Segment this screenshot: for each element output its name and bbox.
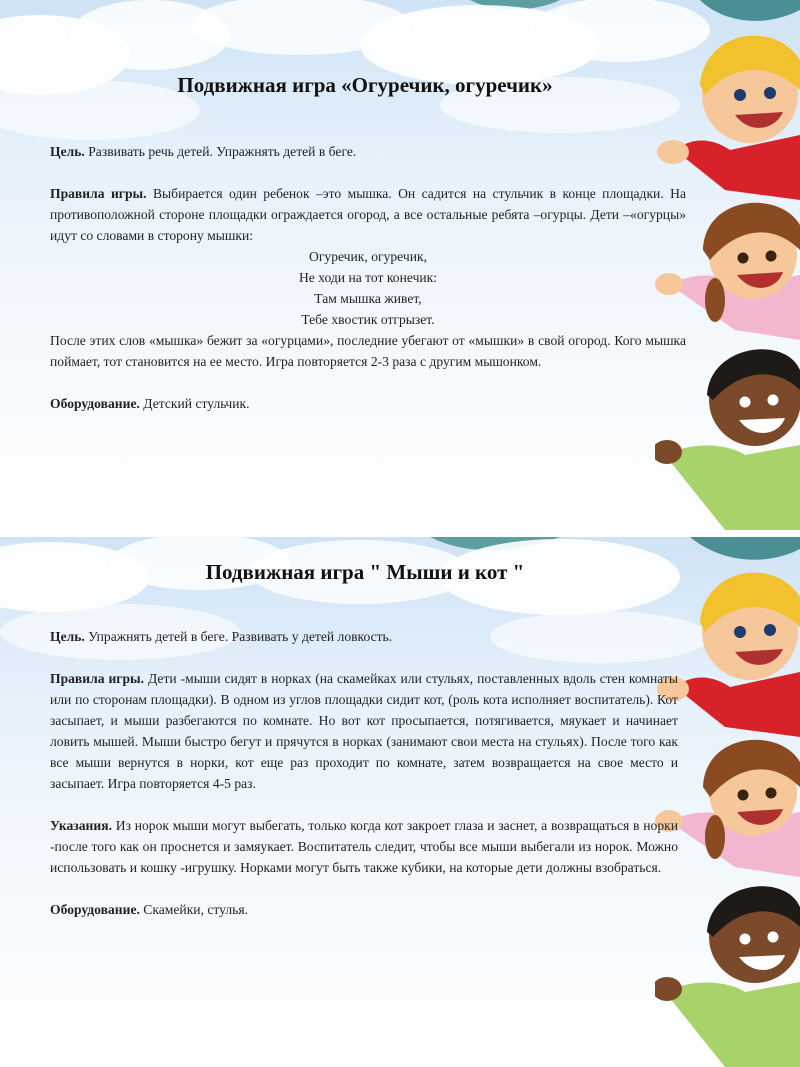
goal-label: Цель. xyxy=(50,144,85,159)
equipment-label: Оборудование. xyxy=(50,902,140,917)
game-title: Подвижная игра «Огуречик, огуречик» xyxy=(177,73,553,97)
poem-line: Тебе хвостик отгрызет. xyxy=(301,312,435,327)
rules-paragraph xyxy=(50,668,678,794)
goal-paragraph xyxy=(50,141,686,162)
rules-label: Правила игры. xyxy=(50,186,147,201)
goal-label: Цель. xyxy=(50,629,85,644)
rules-text: Дети -мыши сидят в норках (на скамейках или стульях, поставленных вдоль стен комнаты или по сторонам площадки). В одном из углов площадки сидит кот, (роль кота исполняет воспитатель). Кот засыпает, и мыши разбегаются по комнате. Но вот кот просыпается, потягивается, мяукает и начинает ловить мышей. Мыши быстро бегут и прячутся в норках (занимают свои места на стульях). После того как все мыши вернутся в норки, кот еще раз проходит по комнате, затем возвращается на свое место и засыпает. Игра повторяется 4-5 раз. xyxy=(50,671,678,791)
game-card-mice-and-cat xyxy=(0,537,800,1067)
game-description xyxy=(50,626,678,920)
game-card-cucumber xyxy=(0,0,800,530)
equipment-paragraph xyxy=(50,393,686,414)
goal-paragraph xyxy=(50,626,678,647)
game-description xyxy=(50,141,686,414)
equipment-paragraph xyxy=(50,899,678,920)
poem-line: Огуречик, огуречик, xyxy=(309,249,427,264)
poem-line: Там мышка живет, xyxy=(314,291,422,306)
notes-label: Указания. xyxy=(50,818,112,833)
notes-text: Из норок мыши могут выбегать, только когда кот закроет глаза и заснет, а возвращаться в норки -после того как он проснется и замяукает. Воспитатель следит, чтобы все мыши выбегали из норок. Можно использовать и кошку -игрушку. Норками могут быть также кубики, на которые дети должны взобраться. xyxy=(50,818,678,875)
after-poem-paragraph: После этих слов «мышка» бежит за «огурцами», последние убегают от «мышки» в свой огород. Кого мышка поймает, тот становится на ее место. Игра повторяется 2-3 раза с другим мышонком. xyxy=(50,333,686,369)
poem-line: Не ходи на тот конечик: xyxy=(298,270,438,285)
equipment-text: Детский стульчик. xyxy=(139,396,250,411)
blond-kid-figure xyxy=(657,573,800,737)
equipment-label: Оборудование. xyxy=(50,396,140,411)
equipment-text: Скамейки, стулья. xyxy=(139,902,249,917)
rules-label: Правила игры. xyxy=(50,671,145,686)
game-title: Подвижная игра " Мыши и кот " xyxy=(205,560,525,584)
goal-text: Развивать речь детей. Упражнять детей в беге. xyxy=(84,144,357,159)
notes-paragraph xyxy=(50,815,678,878)
goal-text: Упражнять детей в беге. Развивать у детей ловкость. xyxy=(84,629,393,644)
rules-text: Выбирается один ребенок –это мышка. Он садится на стульчик в конце площадки. На противоположной стороне площадки ограждается огород, а все остальные ребята –огурцы. Дети –«огурцы» идут со словами в сторону мышки: xyxy=(50,186,686,243)
rules-paragraph xyxy=(50,183,686,246)
